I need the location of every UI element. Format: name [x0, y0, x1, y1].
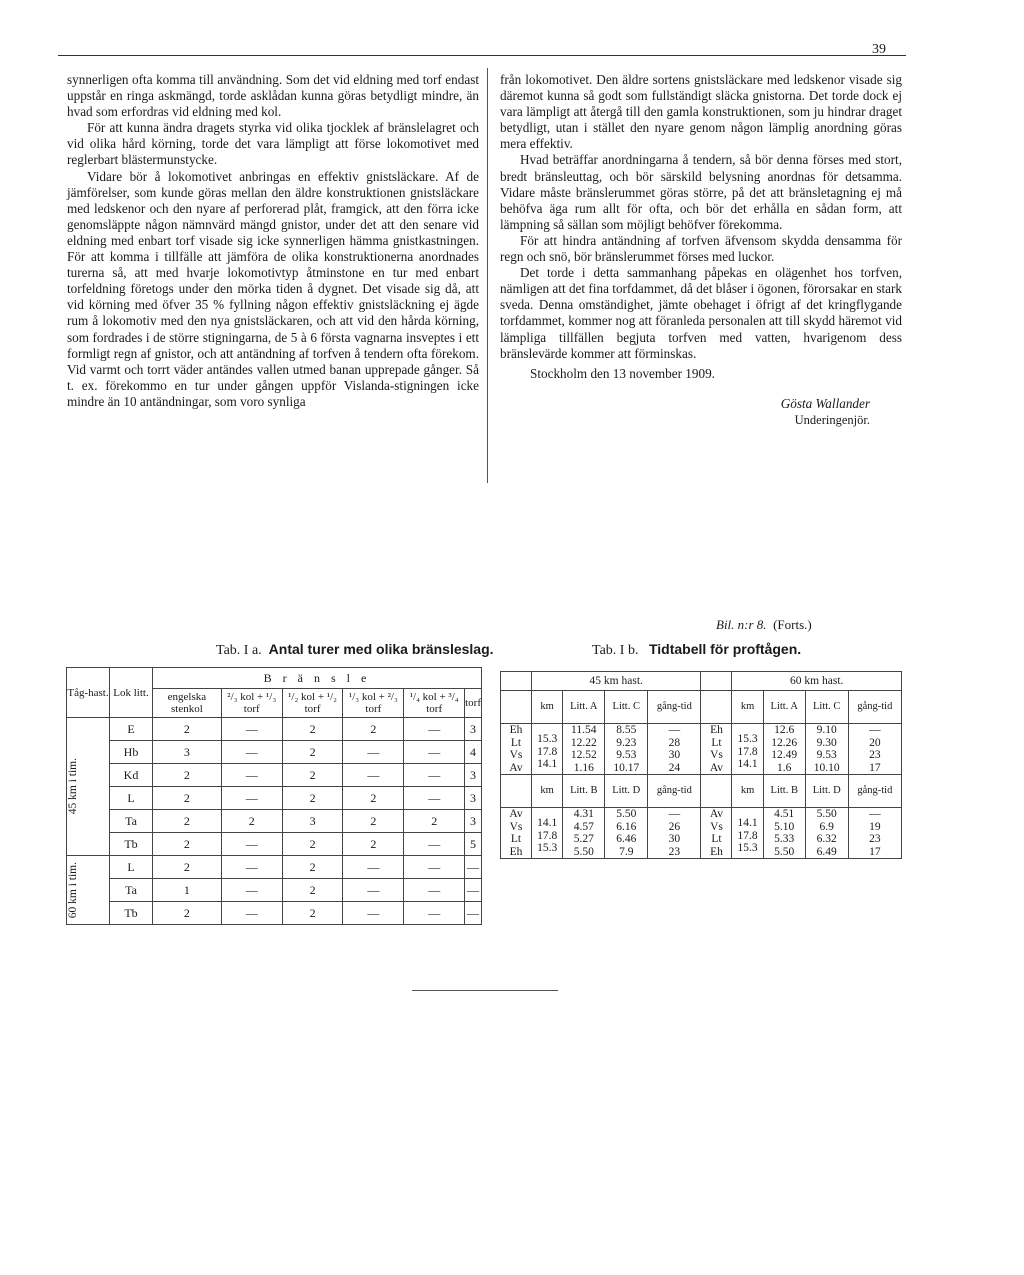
- count-cell: 2: [153, 810, 222, 833]
- km-list: [532, 808, 563, 859]
- table-b-number: Tab. I b.: [592, 643, 639, 658]
- paragraph: från lokomotivet. Den äldre sortens gnistsläckare med ledskenor visade sig däremot kunna så godt som fullständigt släcka gnistorna. Det torde dock ej vara lämpligt att återgå till den gamla konstruktionen, som ju hindrar draget betydligt, utan i stället den nyare genom någon lämplig anordning göras mera effektiv.: [500, 72, 902, 152]
- header-km: km: [532, 691, 563, 724]
- stacked-value: —: [668, 808, 681, 820]
- appendix-label: [716, 617, 812, 633]
- count-cell: 2: [343, 718, 404, 741]
- stacked-value: 28: [668, 736, 681, 749]
- speed-group-label: [67, 718, 110, 856]
- stacked-value: 6.46: [616, 833, 637, 845]
- stacked-value: Av: [509, 808, 523, 820]
- stacked-value: Lt: [711, 736, 722, 749]
- stacked-value: 5.10: [774, 820, 795, 833]
- stacked-value: 9.53: [616, 749, 637, 761]
- count-cell: 3: [153, 741, 222, 764]
- stacked-value: Av: [709, 808, 724, 820]
- stacked-value: —: [869, 808, 881, 820]
- right-text-column: [500, 72, 902, 428]
- stacked-value: 23: [668, 845, 681, 858]
- count-cell: 1: [153, 879, 222, 902]
- blank-cell: [701, 672, 732, 691]
- table-row: [67, 856, 482, 879]
- count-cell: 2: [282, 764, 343, 787]
- stacked-value: 12.22: [570, 736, 597, 749]
- count-cell: 2: [282, 902, 343, 925]
- table-row: [67, 833, 482, 856]
- stacked-value: 10.10: [813, 761, 840, 774]
- stacked-value: 12.6: [774, 724, 795, 736]
- stacked-value: 5.27: [573, 833, 594, 845]
- stacked-value: Lt: [510, 736, 522, 749]
- signature-name: Gösta Wallander: [780, 395, 870, 411]
- stacked-value: —: [668, 724, 681, 736]
- blank-cell: [701, 775, 732, 808]
- blank-cell: [501, 691, 532, 724]
- km-list: [732, 724, 763, 775]
- count-cell: —: [221, 787, 282, 810]
- header-train-speed: Tåg-hast.: [67, 668, 110, 718]
- count-cell: —: [221, 879, 282, 902]
- count-cell: 2: [404, 810, 465, 833]
- count-cell: —: [343, 879, 404, 902]
- stacked-value: 17.8: [537, 829, 558, 842]
- times-list: [605, 808, 648, 859]
- speed-group-text: 60 km i tim.: [67, 861, 79, 919]
- stacked-value: 4.31: [573, 808, 594, 820]
- count-cell: 2: [282, 856, 343, 879]
- header-litt-c: Litt. C: [605, 691, 648, 724]
- stacked-value: —: [869, 724, 881, 736]
- signature-title: Underingenjör.: [794, 412, 870, 427]
- table-row: [67, 902, 482, 925]
- stacked-value: 9.23: [616, 736, 637, 749]
- loco-class-cell: Ta: [110, 810, 153, 833]
- station-list: [701, 808, 732, 859]
- count-cell: 3: [282, 810, 343, 833]
- loco-class-cell: Tb: [110, 833, 153, 856]
- count-cell: 3: [465, 764, 482, 787]
- count-cell: 2: [153, 833, 222, 856]
- header-col: torf: [465, 689, 482, 718]
- timetable-table: [500, 671, 902, 859]
- stacked-value: Eh: [710, 845, 723, 858]
- count-cell: 2: [153, 718, 222, 741]
- loco-class-cell: Kd: [110, 764, 153, 787]
- speed-group-text: 45 km i tim.: [67, 758, 79, 815]
- loco-class-cell: Ta: [110, 879, 153, 902]
- stacked-value: 5.33: [774, 833, 795, 845]
- count-cell: —: [343, 764, 404, 787]
- stacked-value: 4.57: [573, 820, 594, 833]
- stacked-value: Vs: [509, 749, 523, 761]
- stacked-value: Av: [509, 761, 523, 774]
- count-cell: —: [404, 879, 465, 902]
- stacked-value: 12.49: [771, 749, 798, 761]
- stacked-value: 14.1: [737, 817, 758, 830]
- table-row: [67, 879, 482, 902]
- header-km: km: [532, 775, 563, 808]
- stacked-value: 11.54: [571, 724, 597, 736]
- count-cell: 2: [153, 764, 222, 787]
- times-list: [805, 724, 848, 775]
- stacked-value: 9.10: [816, 724, 837, 736]
- paragraph: För att hindra antändning af torfven äfvensom skydda densamma för regn och snö, bör bränslerummet förses med luckor.: [500, 232, 902, 265]
- stacked-value: 6.32: [816, 833, 837, 845]
- stacked-value: 1.6: [777, 761, 792, 774]
- count-cell: —: [404, 902, 465, 925]
- header-col: engelska stenkol: [153, 689, 222, 718]
- stacked-value: Av: [709, 761, 724, 774]
- header-litt-b: Litt. B: [763, 775, 805, 808]
- count-cell: 4: [465, 741, 482, 764]
- count-cell: 2: [343, 810, 404, 833]
- header-litt-d: Litt. D: [605, 775, 648, 808]
- footer-rule: [412, 990, 558, 991]
- header-speed-60: 60 km hast.: [732, 672, 902, 691]
- blank-cell: [701, 691, 732, 724]
- header-litt-a: Litt. A: [563, 691, 605, 724]
- left-text-column: [67, 72, 479, 410]
- count-cell: —: [404, 764, 465, 787]
- paragraph: För att kunna ändra dragets styrka vid olika tjocklek af bränslelagret och vid olika hård körning, torde det vara lämpligt att förse lokomotivet med reglerbart blästermunstycke.: [67, 120, 479, 168]
- times-list: [805, 808, 848, 859]
- header-col: ¹/₄ kol + ³/₄ torf: [404, 689, 465, 718]
- stacked-value: 15.3: [737, 733, 758, 746]
- stacked-value: 1.16: [573, 761, 594, 774]
- stacked-value: 30: [668, 749, 681, 761]
- count-cell: —: [343, 902, 404, 925]
- count-cell: 2: [153, 787, 222, 810]
- header-gangtid: gång-tid: [848, 775, 901, 808]
- stacked-value: 15.3: [737, 842, 758, 855]
- loco-class-cell: L: [110, 856, 153, 879]
- paragraph: Vidare bör å lokomotivet anbringas en effektiv gnistsläckare. Af de jämförelser, som kunde göras mellan den äldre konstruktionen gnistsläckare med ledskenor och den nyare af perforerad plåt, framgick, att den förra icke genomsläppte någon nämnvärd mängd gnistor, under det att den senare vid eldning med enbart torf visade sig icke synnerligen hämma gnistkastningen. För att komma i tillfälle att jämföra de olika konstruktionerna anordnades turerna så, att med hvarje lokomotivtyp åtminstone en tur med enbart torfeldning företogs under den mörka tiden å dygnet. Det visade sig då, att vid körning med öfver 35 % fyllning någon effektiv gnistsläckning ej ägde rum å lokomotiv med den nya gnistsläckaren, och att vid den hårda körning, som fordrades i de större stigningarna, de 5 à 6 första vagnarna insveptes i ett formligt regn af gnistor, och att antändning af torfven å tendern ofta förekom. Vid varmt och torrt väder antändes vallen utmed banan upprepade gånger. Så t. ex. förekommo en tur under gången uppför Vislanda-stigningen icke mindre än 10 antändningar, som voro synliga: [67, 168, 479, 409]
- count-cell: 3: [465, 718, 482, 741]
- count-cell: 2: [343, 787, 404, 810]
- stacked-value: 26: [668, 820, 681, 833]
- stacked-value: 23: [869, 833, 881, 845]
- stacked-value: 7.9: [619, 845, 634, 858]
- count-cell: 3: [465, 787, 482, 810]
- column-divider: [487, 68, 488, 483]
- header-fuel: B r ä n s l e: [153, 668, 482, 689]
- table-row: [67, 764, 482, 787]
- stacked-value: 8.55: [616, 724, 637, 736]
- header-litt-a: Litt. A: [763, 691, 805, 724]
- table-row: [67, 810, 482, 833]
- header-km: km: [732, 775, 763, 808]
- table-a-caption: [216, 641, 494, 659]
- stacked-value: 30: [668, 833, 681, 845]
- count-cell: —: [221, 833, 282, 856]
- stacked-value: Vs: [509, 820, 523, 833]
- count-cell: 2: [282, 718, 343, 741]
- loco-class-cell: Tb: [110, 902, 153, 925]
- stacked-value: 12.26: [771, 736, 798, 749]
- table-a-title: Antal turer med olika bränsleslag.: [268, 641, 494, 657]
- table-a-number: Tab. I a.: [216, 643, 262, 658]
- times-list: [563, 808, 605, 859]
- stacked-value: 6.49: [816, 845, 837, 858]
- runtime-list: [848, 808, 901, 859]
- stacked-value: 24: [668, 761, 681, 774]
- count-cell: —: [343, 856, 404, 879]
- km-list: [532, 724, 563, 775]
- stacked-value: 15.3: [537, 733, 558, 746]
- stacked-value: 17: [869, 845, 881, 858]
- paragraph: Det torde i detta sammanhang påpekas en olägenhet hos torfven, nämligen att det fina torfdammet, då det blåser i ögonen, förorsakar en stark sveda. Denna omständighet, jämte obehaget i öfrigt af det kringflygande torfdammet, kommer nog att föranleda personalen att till skydd häremot vid lämpliga tillfällen begjuta torfven med vatten, hvarigenom dess bränslevärde kommer att förminskas.: [500, 265, 902, 361]
- stacked-value: 9.53: [816, 749, 837, 761]
- count-cell: —: [404, 787, 465, 810]
- paragraph: Hvad beträffar anordningarna å tendern, så bör denna förses med stort, bredt bränsleuttag, och bör särskild belysning anordnas för detsamma. Vidare måste bränslerummet göras större, på det att bränsletagning ej må behöfva äga rum allt för ofta, och bör det erhålla en sådan form, att lämpning så sällan som möjligt behöfver förekomma.: [500, 152, 902, 232]
- loco-class-cell: Hb: [110, 741, 153, 764]
- stacked-value: 5.50: [573, 845, 594, 858]
- fuel-runs-table: [66, 667, 482, 925]
- loco-class-cell: E: [110, 718, 153, 741]
- stacked-value: 5.50: [616, 808, 637, 820]
- stacked-value: 14.1: [737, 758, 758, 771]
- count-cell: —: [465, 902, 482, 925]
- header-gangtid: gång-tid: [848, 691, 901, 724]
- stacked-value: 17: [869, 761, 881, 774]
- count-cell: 2: [282, 741, 343, 764]
- header-litt-c: Litt. C: [805, 691, 848, 724]
- times-list: [763, 724, 805, 775]
- appendix-suffix: (Forts.): [773, 617, 812, 632]
- runtime-list: [648, 724, 701, 775]
- table-b-title: Tidtabell för proftågen.: [648, 641, 802, 657]
- count-cell: —: [221, 764, 282, 787]
- header-gangtid: gång-tid: [648, 691, 701, 724]
- count-cell: 2: [153, 902, 222, 925]
- stacked-value: 6.9: [819, 820, 834, 833]
- header-col: ¹/₂ kol + ¹/₂ torf: [282, 689, 343, 718]
- stacked-value: 23: [869, 749, 881, 761]
- header-gangtid: gång-tid: [648, 775, 701, 808]
- count-cell: 2: [221, 810, 282, 833]
- table-row: [67, 718, 482, 741]
- times-list: [605, 724, 648, 775]
- stacked-value: 14.1: [537, 758, 558, 771]
- blank-cell: [501, 775, 532, 808]
- count-cell: —: [221, 741, 282, 764]
- stacked-value: Vs: [710, 820, 723, 833]
- runtime-list: [648, 808, 701, 859]
- header-loco-class: Lok litt.: [110, 668, 153, 718]
- count-cell: 2: [282, 787, 343, 810]
- stacked-value: 20: [869, 736, 881, 749]
- timetable-block-1: [501, 724, 902, 775]
- count-cell: 3: [465, 810, 482, 833]
- stacked-value: Eh: [509, 724, 523, 736]
- stacked-value: 5.50: [774, 845, 795, 858]
- place-date: Stockholm den 13 november 1909.: [530, 365, 715, 381]
- count-cell: 2: [153, 856, 222, 879]
- count-cell: —: [404, 856, 465, 879]
- stacked-value: 12.52: [570, 749, 597, 761]
- count-cell: —: [221, 902, 282, 925]
- page-number: 39: [872, 42, 886, 57]
- timetable-block-2: [501, 808, 902, 859]
- count-cell: 2: [282, 879, 343, 902]
- km-list: [732, 808, 763, 859]
- stacked-value: 17.8: [737, 745, 758, 758]
- stacked-value: Lt: [711, 833, 722, 845]
- count-cell: —: [221, 718, 282, 741]
- count-cell: 5: [465, 833, 482, 856]
- paragraph: synnerligen ofta komma till användning. Som det vid eldning med torf endast uppstår en ringa askmängd, torde asklådan kunna göras betydligt mindre, än hvad som erfordras vid eldning med kol.: [67, 72, 479, 120]
- speed-group-label: [67, 856, 110, 925]
- count-cell: —: [221, 856, 282, 879]
- appendix-number: Bil. n:r 8.: [716, 617, 767, 632]
- header-col: ¹/₃ kol + ²/₃ torf: [343, 689, 404, 718]
- header-speed-45: 45 km hast.: [532, 672, 701, 691]
- stacked-value: Eh: [710, 724, 723, 736]
- stacked-value: Eh: [509, 845, 523, 858]
- stacked-value: 10.17: [613, 761, 640, 774]
- stacked-value: 5.50: [816, 808, 837, 820]
- stacked-value: 4.51: [774, 808, 795, 820]
- times-list: [763, 808, 805, 859]
- stacked-value: 9.30: [816, 736, 837, 749]
- header-rule: [58, 55, 906, 56]
- count-cell: 2: [282, 833, 343, 856]
- table-row: [67, 787, 482, 810]
- stacked-value: 14.1: [537, 817, 558, 830]
- stacked-value: 6.16: [616, 820, 637, 833]
- count-cell: 2: [343, 833, 404, 856]
- table-row: [67, 741, 482, 764]
- count-cell: —: [404, 718, 465, 741]
- count-cell: —: [404, 833, 465, 856]
- header-col: ²/₃ kol + ¹/₃ torf: [221, 689, 282, 718]
- stacked-value: 15.3: [537, 842, 558, 855]
- blank-cell: [501, 672, 532, 691]
- count-cell: —: [465, 856, 482, 879]
- station-list: [501, 808, 532, 859]
- count-cell: —: [343, 741, 404, 764]
- station-list: [701, 724, 732, 775]
- stacked-value: Vs: [710, 749, 723, 761]
- times-list: [563, 724, 605, 775]
- loco-class-cell: L: [110, 787, 153, 810]
- station-list: [501, 724, 532, 775]
- fuel-runs-body: [67, 718, 482, 925]
- stacked-value: 19: [869, 820, 881, 833]
- table-b-caption: [592, 641, 801, 659]
- runtime-list: [848, 724, 901, 775]
- count-cell: —: [465, 879, 482, 902]
- header-litt-d: Litt. D: [805, 775, 848, 808]
- stacked-value: 17.8: [537, 745, 558, 758]
- header-litt-b: Litt. B: [563, 775, 605, 808]
- count-cell: —: [404, 741, 465, 764]
- stacked-value: 17.8: [737, 829, 758, 842]
- header-km: km: [732, 691, 763, 724]
- stacked-value: Lt: [510, 833, 522, 845]
